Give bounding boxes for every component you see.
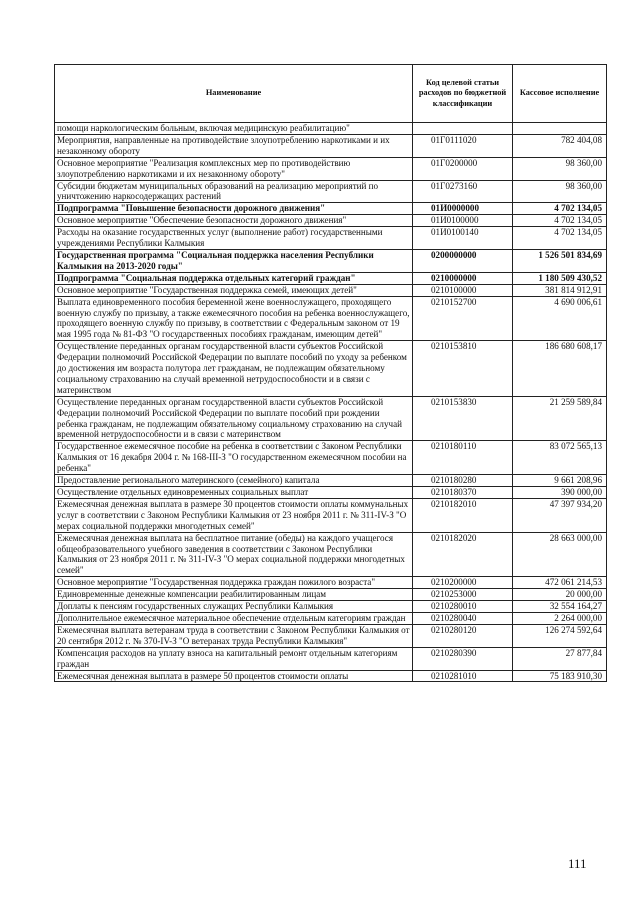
- row-amount: 126 274 592,64: [513, 624, 607, 647]
- row-name: помощи наркологическим больным, включая медицинскую реабилитацию": [55, 123, 413, 135]
- row-name: Основное мероприятие "Обеспечение безопасности дорожного движения": [55, 215, 413, 227]
- header-amount: Кассовое исполнение: [513, 65, 607, 123]
- row-name: Осуществление отдельных единовременных социальных выплат: [55, 487, 413, 499]
- row-code: 0210180280: [413, 475, 513, 487]
- row-name: Доплаты к пенсиям государственных служащих Республики Калмыкия: [55, 601, 413, 613]
- header-name: Наименование: [55, 65, 413, 123]
- row-name: Ежемесячная выплата ветеранам труда в соответствии с Законом Республики Калмыкия от 20 сентября 2012 г. № 370-IV-З "О ветеранах труда Республики Калмыкия": [55, 624, 413, 647]
- row-name: Расходы на оказание государственных услуг (выполнение работ) государственными учреждениями Республики Калмыкия: [55, 227, 413, 250]
- table-row: [55, 134, 607, 157]
- table-row: [55, 284, 607, 296]
- row-name: Государственная программа "Социальная поддержка населения Республики Калмыкия на 2013-2020 годы": [55, 249, 413, 272]
- row-code: 0210000000: [413, 272, 513, 284]
- table-row: [55, 670, 607, 682]
- table-row: [55, 396, 607, 441]
- table-row: [55, 157, 607, 180]
- table-row: [55, 296, 607, 341]
- row-name: Компенсация расходов на уплату взноса на капитальный ремонт отдельным категориям граждан: [55, 647, 413, 670]
- row-name: Единовременные денежные компенсации реабилитированным лицам: [55, 589, 413, 601]
- row-name: Ежемесячная денежная выплата на бесплатное питание (обеды) на каждого учащегося общеобразовательного учебного заведения в соответствии с Законом Республики Калмыкия от 23 ноября 2011 г. № 311-IV-З "О мерах социальной поддержки многодетных семей": [55, 532, 413, 577]
- row-name: Подпрограмма "Социальная поддержка отдельных категорий граждан": [55, 272, 413, 284]
- row-amount: [513, 123, 607, 135]
- row-amount: 98 360,00: [513, 157, 607, 180]
- row-code: 0210153810: [413, 341, 513, 397]
- row-amount: 32 554 164,27: [513, 601, 607, 613]
- table-row: [55, 272, 607, 284]
- row-amount: 381 814 912,91: [513, 284, 607, 296]
- table-row: [55, 227, 607, 250]
- table-row: [55, 624, 607, 647]
- row-amount: 1 526 501 834,69: [513, 249, 607, 272]
- row-name: Осуществление переданных органам государственной власти субъектов Российской Федерации полномочий Российской Федерации по выплате пособий по уходу за ребенком до достижения им возраста полутора лет гражданам, не подлежащим обязательному социальному страхованию на случай временной нетрудоспособности и в связи с материнством: [55, 341, 413, 397]
- table-row: [55, 203, 607, 215]
- table-row: [55, 249, 607, 272]
- row-amount: 2 264 000,00: [513, 612, 607, 624]
- table-row: [55, 612, 607, 624]
- page-number: 111: [568, 856, 587, 871]
- row-amount: 4 702 134,05: [513, 227, 607, 250]
- table-row: [55, 123, 607, 135]
- row-code: 0210100000: [413, 284, 513, 296]
- row-code: 01И0100140: [413, 227, 513, 250]
- table-body: [55, 123, 607, 682]
- row-code: 01Г0273160: [413, 180, 513, 203]
- row-amount: 472 061 214,53: [513, 577, 607, 589]
- row-amount: 27 877,84: [513, 647, 607, 670]
- row-name: Предоставление регионального материнского (семейного) капитала: [55, 475, 413, 487]
- table-row: [55, 601, 607, 613]
- row-code: 0210200000: [413, 577, 513, 589]
- budget-table: [54, 64, 607, 682]
- row-code: 0210281010: [413, 670, 513, 682]
- row-amount: 9 661 208,96: [513, 475, 607, 487]
- row-amount: 21 259 589,84: [513, 396, 607, 441]
- table-row: [55, 647, 607, 670]
- row-code: 0210180110: [413, 441, 513, 475]
- row-name: Мероприятия, направленные на противодействие злоупотреблению наркотиками и их незаконному обороту: [55, 134, 413, 157]
- row-amount: 390 000,00: [513, 487, 607, 499]
- row-code: 0210280010: [413, 601, 513, 613]
- table-row: [55, 441, 607, 475]
- row-name: Государственное ежемесячное пособие на ребенка в соответствии с Законом Республики Калмыкия от 16 декабря 2004 г. № 168-III-З "О государственном ежемесячном пособии на ребенка": [55, 441, 413, 475]
- row-amount: 28 663 000,00: [513, 532, 607, 577]
- row-code: 0210280390: [413, 647, 513, 670]
- row-amount: 186 680 608,17: [513, 341, 607, 397]
- row-name: Ежемесячная денежная выплата в размере 50 процентов стоимости оплаты: [55, 670, 413, 682]
- row-amount: 1 180 509 430,52: [513, 272, 607, 284]
- row-name: Дополнительное ежемесячное материальное обеспечение отдельным категориям граждан: [55, 612, 413, 624]
- row-amount: 75 183 910,30: [513, 670, 607, 682]
- row-code: 0210153830: [413, 396, 513, 441]
- row-code: 0210182020: [413, 532, 513, 577]
- row-code: 0200000000: [413, 249, 513, 272]
- row-name: Субсидии бюджетам муниципальных образований на реализацию мероприятий по уничтожению наркосодержащих растений: [55, 180, 413, 203]
- row-code: 0210280040: [413, 612, 513, 624]
- table-row: [55, 589, 607, 601]
- row-code: [413, 123, 513, 135]
- row-code: 01Г0111020: [413, 134, 513, 157]
- row-amount: 83 072 565,13: [513, 441, 607, 475]
- row-code: 0210152700: [413, 296, 513, 341]
- row-amount: 98 360,00: [513, 180, 607, 203]
- table-row: [55, 341, 607, 397]
- row-code: 01И0000000: [413, 203, 513, 215]
- table-row: [55, 577, 607, 589]
- row-amount: 4 702 134,05: [513, 215, 607, 227]
- row-amount: 4 702 134,05: [513, 203, 607, 215]
- row-amount: 47 397 934,20: [513, 498, 607, 532]
- row-code: 0210180370: [413, 487, 513, 499]
- row-name: Основное мероприятие "Реализация комплексных мер по противодействию злоупотреблению наркотиками и их незаконному обороту": [55, 157, 413, 180]
- row-amount: 4 690 006,61: [513, 296, 607, 341]
- row-name: Выплата единовременного пособия беременной жене военнослужащего, проходящего военную службу по призыву, а также ежемесячного пособия на ребенка военнослужащего, проходящего военную службу по призыву, в соответствии с Федеральным законом от 19 мая 1995 года № 81-ФЗ "О государственных пособиях гражданам, имеющим детей": [55, 296, 413, 341]
- row-name: Основное мероприятие "Государственная поддержка семей, имеющих детей": [55, 284, 413, 296]
- row-name: Осуществление переданных органам государственной власти субъектов Российской Федерации полномочий Российской Федерации по выплате пособий при рождении ребенка гражданам, не подлежащим обязательному социальному страхованию на случай временной нетрудоспособности и в связи с материнством: [55, 396, 413, 441]
- row-amount: 20 000,00: [513, 589, 607, 601]
- row-name: Основное мероприятие "Государственная поддержка граждан пожилого возраста": [55, 577, 413, 589]
- row-name: Подпрограмма "Повышение безопасности дорожного движения": [55, 203, 413, 215]
- table-row: [55, 180, 607, 203]
- row-code: 0210182010: [413, 498, 513, 532]
- row-code: 01И0100000: [413, 215, 513, 227]
- table-row: [55, 487, 607, 499]
- row-code: 0210280120: [413, 624, 513, 647]
- table-header-row: [55, 65, 607, 123]
- table-row: [55, 498, 607, 532]
- table-row: [55, 215, 607, 227]
- table-row: [55, 475, 607, 487]
- row-code: 0210253000: [413, 589, 513, 601]
- row-amount: 782 404,08: [513, 134, 607, 157]
- table-row: [55, 532, 607, 577]
- header-code: Код целевой статьи расходов по бюджетной классификации: [413, 65, 513, 123]
- row-code: 01Г0200000: [413, 157, 513, 180]
- row-name: Ежемесячная денежная выплата в размере 30 процентов стоимости оплаты коммунальных услуг в соответствии с Законом Республики Калмыкия от 23 ноября 2011 г. № 311-IV-З "О мерах социальной поддержки многодетных семей": [55, 498, 413, 532]
